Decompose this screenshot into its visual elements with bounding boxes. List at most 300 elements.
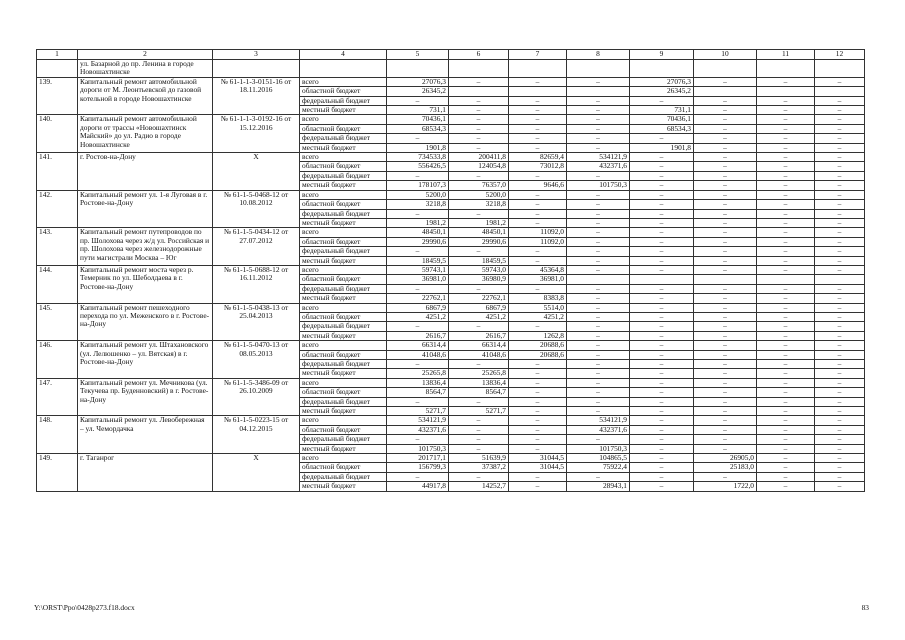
- value-cell: –: [694, 153, 757, 162]
- value-cell: –: [387, 171, 449, 180]
- value-cell: 41048,6: [387, 350, 449, 359]
- value-cell: –: [509, 378, 567, 387]
- value-cell: 70436,1: [387, 115, 449, 124]
- value-cell: –: [815, 237, 865, 246]
- value-cell: –: [449, 416, 509, 425]
- table-row: [37, 378, 865, 387]
- document-ref: № 61-1-5-0688-12 от 16.11.2012: [213, 265, 300, 303]
- value-cell: –: [630, 265, 694, 274]
- value-cell: –: [387, 284, 449, 293]
- value-cell: 1901,8: [630, 143, 694, 152]
- value-cell: –: [757, 284, 815, 293]
- value-cell: –: [694, 388, 757, 397]
- value-cell: –: [815, 350, 865, 359]
- value-cell: 11092,0: [509, 228, 567, 237]
- value-cell: –: [757, 162, 815, 171]
- value-cell: 178107,3: [387, 181, 449, 190]
- value-cell: 28943,1: [567, 482, 630, 491]
- funding-source: областной бюджет: [300, 237, 387, 246]
- value-cell: –: [694, 247, 757, 256]
- value-cell: –: [630, 181, 694, 190]
- value-cell: –: [567, 209, 630, 218]
- value-cell: 8383,8: [509, 294, 567, 303]
- value-cell: –: [630, 425, 694, 434]
- footer-page-number: 83: [861, 603, 869, 612]
- value-cell: –: [815, 209, 865, 218]
- value-cell: –: [815, 444, 865, 453]
- value-cell: 556426,5: [387, 162, 449, 171]
- value-cell: –: [757, 124, 815, 133]
- row-number: 146.: [37, 341, 78, 379]
- value-cell: –: [449, 134, 509, 143]
- value-cell: –: [694, 350, 757, 359]
- value-cell: –: [815, 454, 865, 463]
- value-cell: –: [567, 322, 630, 331]
- value-cell: [815, 87, 865, 96]
- header-cell: 3: [213, 50, 300, 60]
- value-cell: –: [815, 134, 865, 143]
- value-cell: –: [509, 134, 567, 143]
- object-name: Капитальный ремонт моста через р. Темерник по ул. Шеболдаева в г. Ростове-на-Дону: [78, 265, 213, 303]
- value-cell: –: [694, 96, 757, 105]
- value-cell: –: [694, 200, 757, 209]
- value-cell: –: [630, 294, 694, 303]
- value-cell: –: [757, 360, 815, 369]
- value-cell: –: [567, 407, 630, 416]
- value-cell: –: [630, 444, 694, 453]
- funding-source: местный бюджет: [300, 256, 387, 265]
- value-cell: –: [630, 284, 694, 293]
- funding-source: областной бюджет: [300, 425, 387, 434]
- funding-source: всего: [300, 265, 387, 274]
- document-ref: № 61-1-5-0470-13 от 08.05.2013: [213, 341, 300, 379]
- value-cell: 45364,8: [509, 265, 567, 274]
- row-number: 148.: [37, 416, 78, 454]
- value-cell: 29990,6: [449, 237, 509, 246]
- value-cell: –: [630, 162, 694, 171]
- value-cell: –: [815, 341, 865, 350]
- value-cell: –: [694, 407, 757, 416]
- value-cell: –: [694, 435, 757, 444]
- value-cell: [815, 275, 865, 284]
- object-name: Капитальный ремонт ул. 1-я Луговая в г. Ростове-на-Дону: [78, 190, 213, 228]
- value-cell: –: [567, 171, 630, 180]
- value-cell: 31044,5: [509, 454, 567, 463]
- value-cell: –: [509, 284, 567, 293]
- funding-source: всего: [300, 454, 387, 463]
- funding-source: всего: [300, 341, 387, 350]
- empty-cell: [387, 60, 449, 78]
- value-cell: –: [694, 360, 757, 369]
- value-cell: 31044,5: [509, 463, 567, 472]
- funding-source: местный бюджет: [300, 294, 387, 303]
- value-cell: –: [449, 209, 509, 218]
- funding-source: федеральный бюджет: [300, 96, 387, 105]
- value-cell: –: [509, 200, 567, 209]
- value-cell: –: [694, 115, 757, 124]
- value-cell: –: [567, 388, 630, 397]
- value-cell: –: [567, 331, 630, 340]
- value-cell: 59743,0: [449, 265, 509, 274]
- value-cell: –: [509, 388, 567, 397]
- value-cell: –: [567, 143, 630, 152]
- value-cell: 68534,3: [387, 124, 449, 133]
- table-row: [37, 341, 865, 350]
- value-cell: 20688,6: [509, 350, 567, 359]
- document-page: [36, 49, 864, 492]
- value-cell: 6867,9: [449, 303, 509, 312]
- value-cell: [630, 275, 694, 284]
- value-cell: –: [815, 124, 865, 133]
- object-name: Капитальный ремонт путепроводов по пр. Шолохова через ж/д ул. Российская и пр. Шолохова через железнодорожные пути магистрали Москва – Юг: [78, 228, 213, 266]
- budget-table: [36, 49, 865, 492]
- header-cell: 7: [509, 50, 567, 60]
- header-cell: 4: [300, 50, 387, 60]
- value-cell: 11092,0: [509, 237, 567, 246]
- value-cell: 2616,7: [449, 331, 509, 340]
- value-cell: 13836,4: [387, 378, 449, 387]
- value-cell: –: [630, 218, 694, 227]
- value-cell: –: [757, 265, 815, 274]
- value-cell: –: [694, 190, 757, 199]
- value-cell: –: [757, 454, 815, 463]
- value-cell: –: [567, 124, 630, 133]
- value-cell: –: [567, 360, 630, 369]
- funding-source: местный бюджет: [300, 143, 387, 152]
- value-cell: 22762,1: [449, 294, 509, 303]
- funding-source: федеральный бюджет: [300, 284, 387, 293]
- funding-source: всего: [300, 378, 387, 387]
- value-cell: –: [567, 96, 630, 105]
- value-cell: 101750,3: [387, 444, 449, 453]
- value-cell: –: [509, 435, 567, 444]
- value-cell: 27076,3: [387, 77, 449, 86]
- value-cell: 432371,6: [567, 425, 630, 434]
- value-cell: –: [694, 312, 757, 321]
- value-cell: –: [694, 322, 757, 331]
- value-cell: –: [757, 416, 815, 425]
- value-cell: 66314,4: [387, 341, 449, 350]
- value-cell: –: [509, 209, 567, 218]
- object-name: Капитальный ремонт ул. Левобережная – ул. Чемордачка: [78, 416, 213, 454]
- value-cell: –: [449, 435, 509, 444]
- value-cell: 22762,1: [387, 294, 449, 303]
- value-cell: 731,1: [630, 106, 694, 115]
- value-cell: –: [757, 407, 815, 416]
- value-cell: –: [509, 171, 567, 180]
- value-cell: –: [694, 162, 757, 171]
- value-cell: –: [815, 115, 865, 124]
- funding-source: областной бюджет: [300, 87, 387, 96]
- value-cell: –: [815, 200, 865, 209]
- value-cell: 432371,6: [567, 162, 630, 171]
- funding-source: федеральный бюджет: [300, 360, 387, 369]
- value-cell: –: [630, 237, 694, 246]
- value-cell: –: [449, 171, 509, 180]
- value-cell: 8564,7: [449, 388, 509, 397]
- value-cell: –: [449, 143, 509, 152]
- value-cell: –: [630, 134, 694, 143]
- funding-source: областной бюджет: [300, 200, 387, 209]
- value-cell: –: [567, 378, 630, 387]
- value-cell: 4251,2: [449, 312, 509, 321]
- value-cell: –: [567, 369, 630, 378]
- value-cell: –: [567, 303, 630, 312]
- value-cell: 25183,0: [694, 463, 757, 472]
- value-cell: –: [694, 256, 757, 265]
- value-cell: –: [694, 106, 757, 115]
- value-cell: –: [757, 312, 815, 321]
- value-cell: –: [630, 416, 694, 425]
- document-ref: № 61-1-5-3486-09 от 26.10.2009: [213, 378, 300, 416]
- value-cell: –: [387, 397, 449, 406]
- value-cell: –: [630, 322, 694, 331]
- funding-source: федеральный бюджет: [300, 435, 387, 444]
- empty-cell: [815, 60, 865, 78]
- value-cell: 534121,9: [567, 153, 630, 162]
- value-cell: 76357,0: [449, 181, 509, 190]
- value-cell: 8564,7: [387, 388, 449, 397]
- value-cell: –: [757, 256, 815, 265]
- value-cell: –: [509, 96, 567, 105]
- funding-source: областной бюджет: [300, 162, 387, 171]
- empty-cell: [694, 60, 757, 78]
- funding-source: местный бюджет: [300, 482, 387, 491]
- value-cell: [449, 87, 509, 96]
- value-cell: –: [387, 209, 449, 218]
- value-cell: –: [630, 303, 694, 312]
- value-cell: –: [567, 256, 630, 265]
- document-ref: № 61-1-5-0438-13 от 25.04.2013: [213, 303, 300, 341]
- value-cell: –: [630, 256, 694, 265]
- table-row: [37, 454, 865, 463]
- value-cell: –: [757, 96, 815, 105]
- document-ref: № 61-1-5-0434-12 от 27.07.2012: [213, 228, 300, 266]
- value-cell: –: [815, 218, 865, 227]
- value-cell: –: [815, 106, 865, 115]
- value-cell: –: [815, 378, 865, 387]
- value-cell: –: [630, 482, 694, 491]
- value-cell: –: [509, 106, 567, 115]
- value-cell: 75922,4: [567, 463, 630, 472]
- value-cell: –: [567, 134, 630, 143]
- row-number: 140.: [37, 115, 78, 153]
- value-cell: –: [567, 294, 630, 303]
- value-cell: –: [815, 369, 865, 378]
- value-cell: –: [815, 190, 865, 199]
- value-cell: –: [815, 482, 865, 491]
- value-cell: –: [815, 331, 865, 340]
- value-cell: 48450,1: [387, 228, 449, 237]
- value-cell: –: [630, 247, 694, 256]
- value-cell: [757, 87, 815, 96]
- value-cell: –: [694, 134, 757, 143]
- funding-source: всего: [300, 190, 387, 199]
- value-cell: –: [449, 77, 509, 86]
- value-cell: –: [630, 407, 694, 416]
- funding-source: всего: [300, 77, 387, 86]
- value-cell: 36980,9: [449, 275, 509, 284]
- value-cell: 1901,8: [387, 143, 449, 152]
- funding-source: федеральный бюджет: [300, 397, 387, 406]
- table-row: [37, 115, 865, 124]
- value-cell: –: [387, 134, 449, 143]
- value-cell: –: [630, 369, 694, 378]
- empty-cell: [449, 60, 509, 78]
- table-row: [37, 416, 865, 425]
- value-cell: 18459,5: [449, 256, 509, 265]
- document-ref: Х: [213, 454, 300, 492]
- value-cell: –: [694, 143, 757, 152]
- value-cell: –: [694, 378, 757, 387]
- value-cell: –: [815, 435, 865, 444]
- value-cell: –: [509, 247, 567, 256]
- table-row: [37, 303, 865, 312]
- value-cell: –: [757, 463, 815, 472]
- value-cell: 73012,8: [509, 162, 567, 171]
- value-cell: –: [630, 341, 694, 350]
- funding-source: местный бюджет: [300, 181, 387, 190]
- value-cell: –: [694, 171, 757, 180]
- value-cell: –: [694, 444, 757, 453]
- value-cell: [694, 275, 757, 284]
- value-cell: –: [387, 360, 449, 369]
- value-cell: –: [757, 143, 815, 152]
- funding-source: местный бюджет: [300, 407, 387, 416]
- value-cell: 27076,3: [630, 77, 694, 86]
- value-cell: –: [387, 96, 449, 105]
- funding-source: всего: [300, 416, 387, 425]
- value-cell: –: [757, 350, 815, 359]
- table-row: [37, 153, 865, 162]
- value-cell: –: [815, 472, 865, 481]
- value-cell: –: [630, 378, 694, 387]
- object-name: Капитальный ремонт автомобильной дороги от трассы «Новошахтинск Майский» до ул. Радио в городе Новошахтинске: [78, 115, 213, 153]
- value-cell: –: [509, 472, 567, 481]
- empty-cell: [509, 60, 567, 78]
- value-cell: –: [694, 237, 757, 246]
- value-cell: –: [630, 331, 694, 340]
- value-cell: –: [567, 106, 630, 115]
- value-cell: –: [815, 294, 865, 303]
- funding-source: всего: [300, 303, 387, 312]
- value-cell: –: [630, 209, 694, 218]
- value-cell: –: [694, 472, 757, 481]
- value-cell: –: [509, 77, 567, 86]
- object-name: Капитальный ремонт ул. Штахановского (ул. Лелюшенко – ул. Вятская) в г. Ростове-на-Дону: [78, 341, 213, 379]
- empty-cell: [213, 60, 300, 78]
- value-cell: –: [567, 190, 630, 199]
- value-cell: –: [449, 425, 509, 434]
- value-cell: 1262,8: [509, 331, 567, 340]
- value-cell: 1722,0: [694, 482, 757, 491]
- document-ref: № 61-1-1-3-0151-16 от 18.11.2016: [213, 77, 300, 115]
- value-cell: 82659,4: [509, 153, 567, 162]
- funding-source: областной бюджет: [300, 312, 387, 321]
- object-name: г. Ростов-на-Дону: [78, 153, 213, 191]
- value-cell: –: [757, 190, 815, 199]
- value-cell: 36981,0: [387, 275, 449, 284]
- value-cell: 26905,0: [694, 454, 757, 463]
- value-cell: –: [509, 115, 567, 124]
- value-cell: –: [387, 322, 449, 331]
- value-cell: –: [567, 472, 630, 481]
- row-number: 141.: [37, 153, 78, 191]
- value-cell: –: [509, 416, 567, 425]
- value-cell: –: [509, 369, 567, 378]
- footer-file-path: Y:\ORST\Ppo\0428p273.f18.docx: [34, 603, 135, 612]
- value-cell: –: [449, 247, 509, 256]
- funding-source: федеральный бюджет: [300, 209, 387, 218]
- value-cell: 13836,4: [449, 378, 509, 387]
- value-cell: 534121,9: [567, 416, 630, 425]
- value-cell: –: [567, 247, 630, 256]
- value-cell: –: [694, 218, 757, 227]
- value-cell: –: [757, 153, 815, 162]
- value-cell: 5271,7: [449, 407, 509, 416]
- funding-source: местный бюджет: [300, 331, 387, 340]
- value-cell: –: [630, 350, 694, 359]
- value-cell: 1981,2: [449, 218, 509, 227]
- value-cell: –: [567, 218, 630, 227]
- value-cell: 101750,3: [567, 444, 630, 453]
- funding-source: всего: [300, 115, 387, 124]
- value-cell: –: [509, 124, 567, 133]
- value-cell: –: [757, 171, 815, 180]
- value-cell: –: [757, 209, 815, 218]
- value-cell: –: [694, 228, 757, 237]
- value-cell: –: [757, 397, 815, 406]
- header-cell: 8: [567, 50, 630, 60]
- value-cell: [757, 275, 815, 284]
- value-cell: –: [509, 397, 567, 406]
- value-cell: –: [757, 378, 815, 387]
- value-cell: –: [449, 124, 509, 133]
- value-cell: –: [757, 472, 815, 481]
- value-cell: –: [630, 200, 694, 209]
- value-cell: –: [815, 312, 865, 321]
- value-cell: –: [757, 331, 815, 340]
- funding-source: федеральный бюджет: [300, 472, 387, 481]
- object-name: Капитальный ремонт пешеходного перехода по ул. Меженского в г. Ростове-на-Дону: [78, 303, 213, 341]
- value-cell: –: [757, 200, 815, 209]
- header-cell: 9: [630, 50, 694, 60]
- value-cell: –: [815, 162, 865, 171]
- value-cell: –: [757, 388, 815, 397]
- table-header-row: [37, 50, 865, 60]
- document-ref: № 61-1-1-3-0192-16 от 15.12.2016: [213, 115, 300, 153]
- funding-source: местный бюджет: [300, 444, 387, 453]
- value-cell: 51639,9: [449, 454, 509, 463]
- value-cell: 734533,8: [387, 153, 449, 162]
- funding-source: всего: [300, 228, 387, 237]
- value-cell: –: [815, 360, 865, 369]
- value-cell: –: [387, 435, 449, 444]
- value-cell: 4251,2: [509, 312, 567, 321]
- value-cell: 68534,3: [630, 124, 694, 133]
- empty-cell: [300, 60, 387, 78]
- value-cell: –: [449, 360, 509, 369]
- value-cell: 124054,8: [449, 162, 509, 171]
- header-cell: 6: [449, 50, 509, 60]
- object-name: ул. Базарной до пр. Ленина в городе Новошахтинске: [78, 60, 213, 78]
- funding-source: областной бюджет: [300, 124, 387, 133]
- value-cell: 9646,6: [509, 181, 567, 190]
- value-cell: –: [815, 153, 865, 162]
- value-cell: –: [815, 425, 865, 434]
- value-cell: –: [757, 294, 815, 303]
- value-cell: –: [630, 360, 694, 369]
